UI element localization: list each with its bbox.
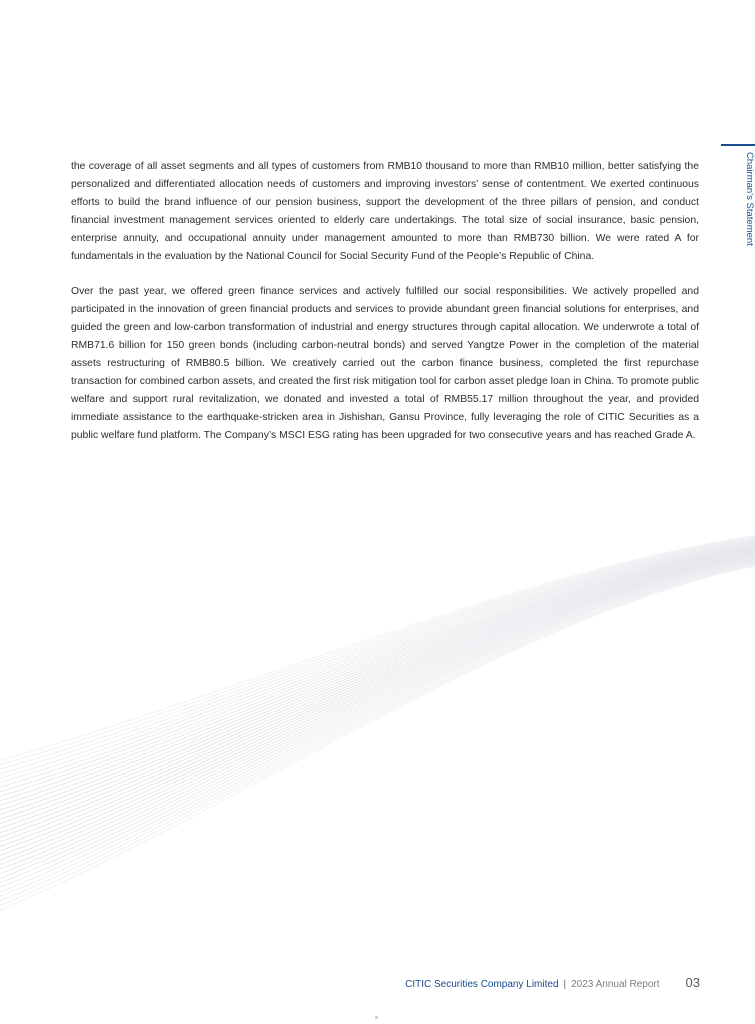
page-number: 03: [685, 975, 700, 990]
wave-line: [0, 542, 755, 796]
paragraph-green-finance: Over the past year, we offered green finance services and actively fulfilled our social responsibilities. We actively propelled and participated in the innovation of green financial products and services to provide abundant green financial solutions for enterprises, and guided the green and low-carbon transformation of industrial and energy structures through capital allocation. We underwrote a total of RMB71.6 billion for 150 green bonds (including carbon-neutral bonds) and served Yangtze Power in the completion of the material assets restructuring of RMB80.5 billion. We creatively carried out the carbon finance business, completed the first repurchase transaction for combined carbon assets, and created the first risk mitigation tool for carbon asset pledge loan in China. To promote public welfare and support rural revitalization, we donated and invested a total of RMB55.17 million throughout the year, and provided immediate assistance to the earthquake-stricken area in Jishishan, Gansu Province, fully leveraging the role of CITIC Securities as a public welfare fund platform. The Company’s MSCI ESG rating has been upgraded for two consecutive years and has reached Grade A.: [71, 286, 699, 441]
wave-line: [0, 560, 755, 883]
wave-line: [0, 561, 755, 891]
side-tab-accent-bar: [721, 144, 755, 146]
wave-line: [0, 551, 755, 841]
footer-company-name: CITIC Securities Company Limited: [405, 979, 559, 990]
section-side-tab: [721, 144, 755, 274]
paragraph-pension: the coverage of all asset segments and all types of customers from RMB10 thousand to more than RMB10 million, better satisfying the personalized and differentiated allocation needs of customers and improving investors’ sense of contentment. We exerted continuous efforts to build the brand influence of our pension business, support the development of the three pillars of pension, and conduct financial investment management services oriented to elderly care undertakings. The total size of social insurance, basic pension, enterprise annuity, and occupational annuity under management amounted to more than RMB730 billion. We were rated A for fundamentals in the evaluation by the National Council for Social Security Fund of the People’s Republic of China.: [71, 161, 699, 262]
footer-separator: |: [563, 979, 567, 990]
page-footer: [405, 975, 700, 990]
body-text: [71, 158, 699, 444]
wave-line: [0, 555, 755, 860]
wave-line: [0, 560, 755, 887]
wave-line: [0, 564, 755, 905]
page-dot-marker: [375, 1016, 378, 1019]
section-label: Chairman’s Statement: [744, 152, 755, 246]
wave-line: [0, 563, 755, 901]
wave-line: [0, 554, 755, 855]
footer-report-title: 2023 Annual Report: [571, 979, 660, 990]
